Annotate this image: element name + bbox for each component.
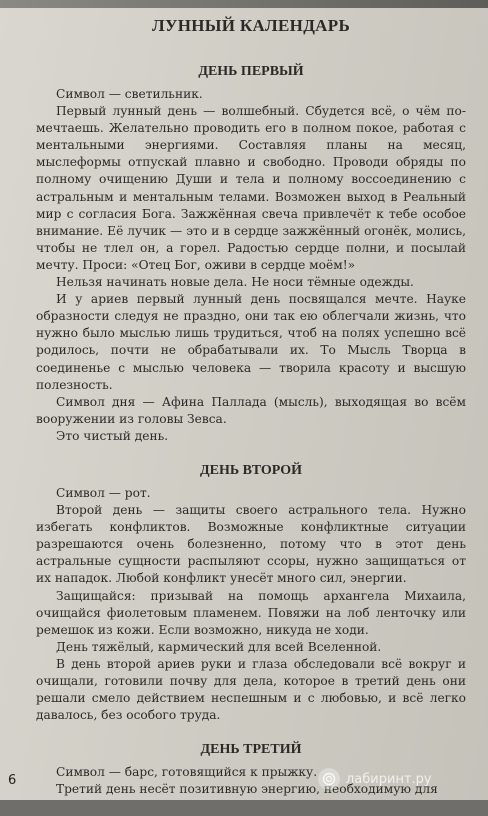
paragraph: В день второй ариев руки и глаза обследовали всё вокруг и очищали, готовили почву для дела, которое в третий день они решали смело действием неспешным и с любовью, и всё легко давалось, без особого труда. [36, 656, 466, 723]
paragraph: Защищайся: призывай на помощь архангела Михаила, очищайся фиолетовым пламенем. Повяжи на лоб ленточку или ремешок из кожи. Если возможно, никуда не ходи. [36, 588, 466, 637]
paragraph: День тяжёлый, кармический для всей Вселенной. [56, 639, 382, 654]
paragraph: Нельзя начинать новые дела. Не носи тёмные одежды. [56, 275, 414, 290]
paragraph: Символ — светильник. [56, 87, 203, 101]
chapter-title: ЛУННЫЙ КАЛЕНДАРЬ [152, 16, 350, 35]
watermark-text: лабиринт.ру [346, 771, 432, 787]
section-heading: ДЕНЬ ТРЕТИЙ [200, 742, 302, 758]
page-content [36, 16, 466, 816]
page-number: 6 [8, 773, 17, 788]
watermark [318, 766, 478, 792]
paragraph: И у ариев первый лунный день посвящался мечте. Науке образности следуя не праздно, они так ею облегчали жизнь, что нужно было мыслью лишь трудиться, чтоб на полях успешно всё родилось, почти не обрабатывали их. То Мысль Творца в соединенье с мыслью человека — творила красоту и высшую полезность. [36, 292, 466, 392]
paragraph: Это чистый день. [56, 428, 169, 443]
paragraph: Символ дня — Афина Паллада (мысль), выходящая во всём вооружении из головы Зевса. [36, 394, 466, 426]
paragraph: Символ — барс, готовящийся к прыжку. [56, 765, 318, 780]
paragraph: Второй день — защиты своего астрального тела. Нужно избегать конфликтов. Возможные конфликтные ситуации разрешаются очень болезненно, потому что в этот день астральные сущности распыляют ссоры, нужно защищаться от их нападок. Любой конфликт унесёт много сил, энергии. [36, 503, 466, 586]
section-day-two [36, 463, 466, 724]
paragraph: Третий день несёт позитивную энергию, необходимую для [56, 782, 438, 797]
section-heading: ДЕНЬ ВТОРОЙ [199, 462, 303, 478]
paragraph: Первый лунный день — волшебный. Сбудется всё, о чём по-мечтаешь. Желательно проводить его в полном покое, работая с ментальными энергиями. Составляя планы на месяц, мыслеформы отпускай плавно и свободно. Проводи обряды по полному очищению Души и тела и полному воссоединению с астральным и ментальным телами. Возможен выход в Реальный мир с согласия Бога. Зажжённая свеча привлечёт к тебе особое внимание. Её лучик — это и в сердце зажжённый огонёк, молись, чтобы не тлел он, а горел. Радостью сердце полни, и посылай мечту. Проси: «Отец Бог, оживи в сердце моём!» [36, 104, 466, 272]
page-top-edge [0, 0, 488, 8]
labyrinth-logo-icon [318, 768, 340, 790]
section-day-one [36, 64, 466, 445]
paragraph: Символ — рот. [56, 485, 151, 500]
section-heading: ДЕНЬ ПЕРВЫЙ [198, 64, 304, 79]
